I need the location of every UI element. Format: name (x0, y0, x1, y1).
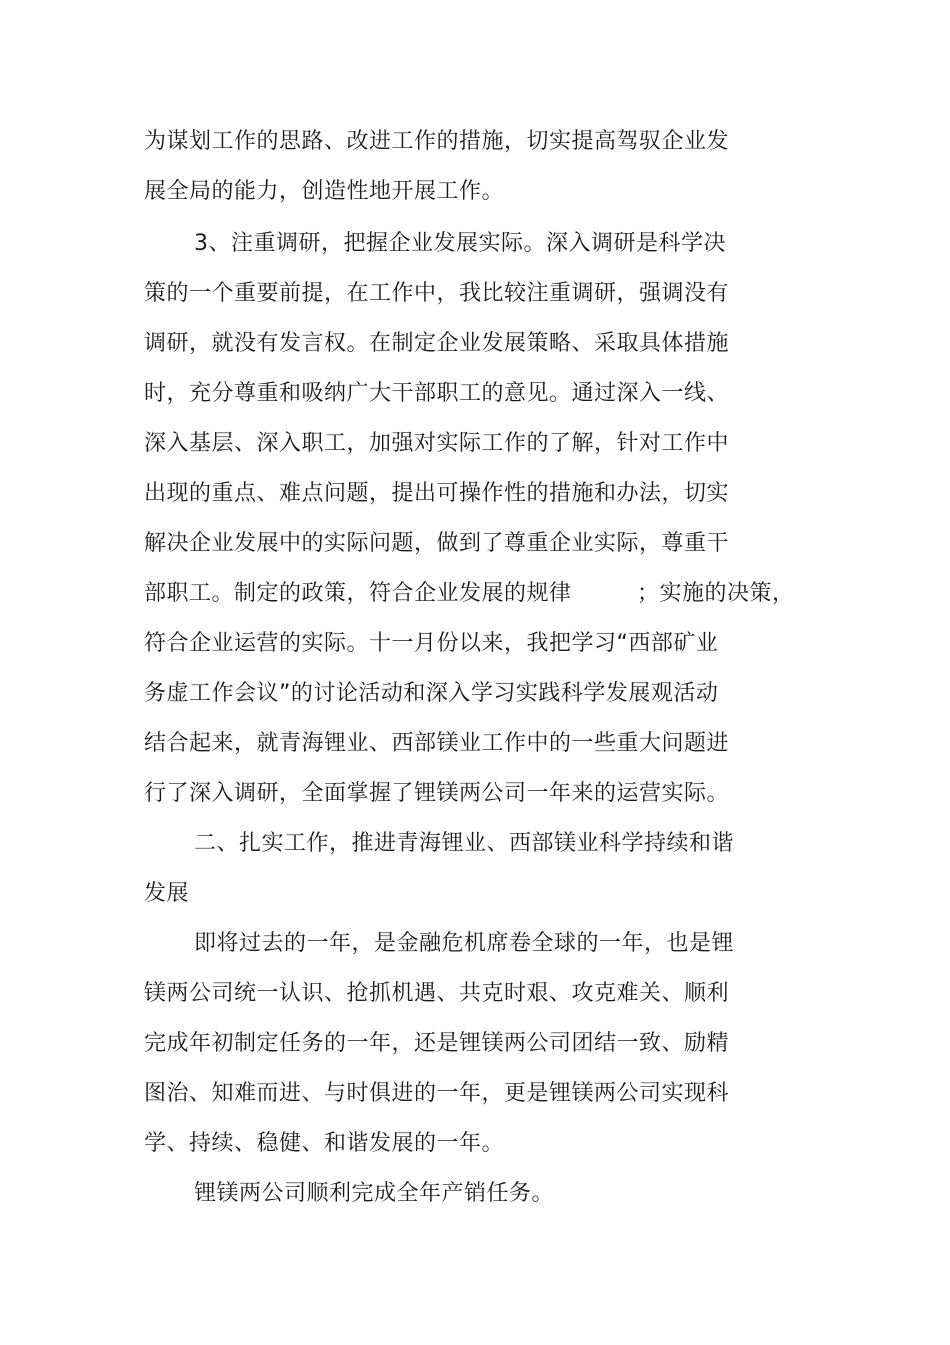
text-line: 3、注重调研，把握企业发展实际。深入调研是科学决 (194, 231, 726, 256)
text-line: 行了深入调研，全面掌握了锂镁两公司一年来的运营实际。 (144, 781, 730, 806)
text-line: 解决企业发展中的实际问题，做到了尊重企业实际，尊重干 (144, 531, 730, 556)
section-heading-cont: 发展 (144, 881, 190, 906)
text-line: 为谋划工作的思路、改进工作的措施，切实提高驾驭企业发 (144, 129, 730, 154)
text-line: 完成年初制定任务的一年，还是锂镁两公司团结一致、励精 (144, 1031, 730, 1056)
text-line: 符合企业运营的实际。十一月份以来，我把学习“西部矿业 (144, 631, 719, 656)
text-line-tail: ；实施的决策， (637, 581, 795, 606)
text-line: 镁两公司统一认识、抢抓机遇、共克时艰、攻克难关、顺利 (144, 981, 730, 1006)
text-line: 图治、知难而进、与时俱进的一年，更是锂镁两公司实现科 (144, 1081, 730, 1106)
text-line: 展全局的能力，创造性地开展工作。 (144, 179, 505, 204)
text-line: 结合起来，就青海锂业、西部镁业工作中的一些重大问题进 (144, 731, 730, 756)
text-line: 深入基层、深入职工，加强对实际工作的了解，针对工作中 (144, 431, 730, 456)
text-line: 学、持续、稳健、和谐发展的一年。 (144, 1131, 505, 1156)
text-line: 即将过去的一年，是金融危机席卷全球的一年，也是锂 (194, 931, 735, 956)
text-line: 调研，就没有发言权。在制定企业发展策略、采取具体措施 (144, 331, 730, 356)
text-line: 出现的重点、难点问题，提出可操作性的措施和办法，切实 (144, 481, 730, 506)
text-line: 策的一个重要前提，在工作中，我比较注重调研，强调没有 (144, 281, 730, 306)
section-heading: 二、扎实工作，推进青海锂业、西部镁业科学持续和谐 (194, 831, 735, 856)
text-line: 务虚工作会议”的讨论活动和深入学习实践科学发展观活动 (144, 681, 719, 706)
text-line: 时，充分尊重和吸纳广大干部职工的意见。通过深入一线、 (144, 381, 730, 406)
text-line: 部职工。制定的政策，符合企业发展的规律 (144, 581, 572, 606)
text-line: 锂镁两公司顺利完成全年产销任务。 (194, 1181, 555, 1206)
